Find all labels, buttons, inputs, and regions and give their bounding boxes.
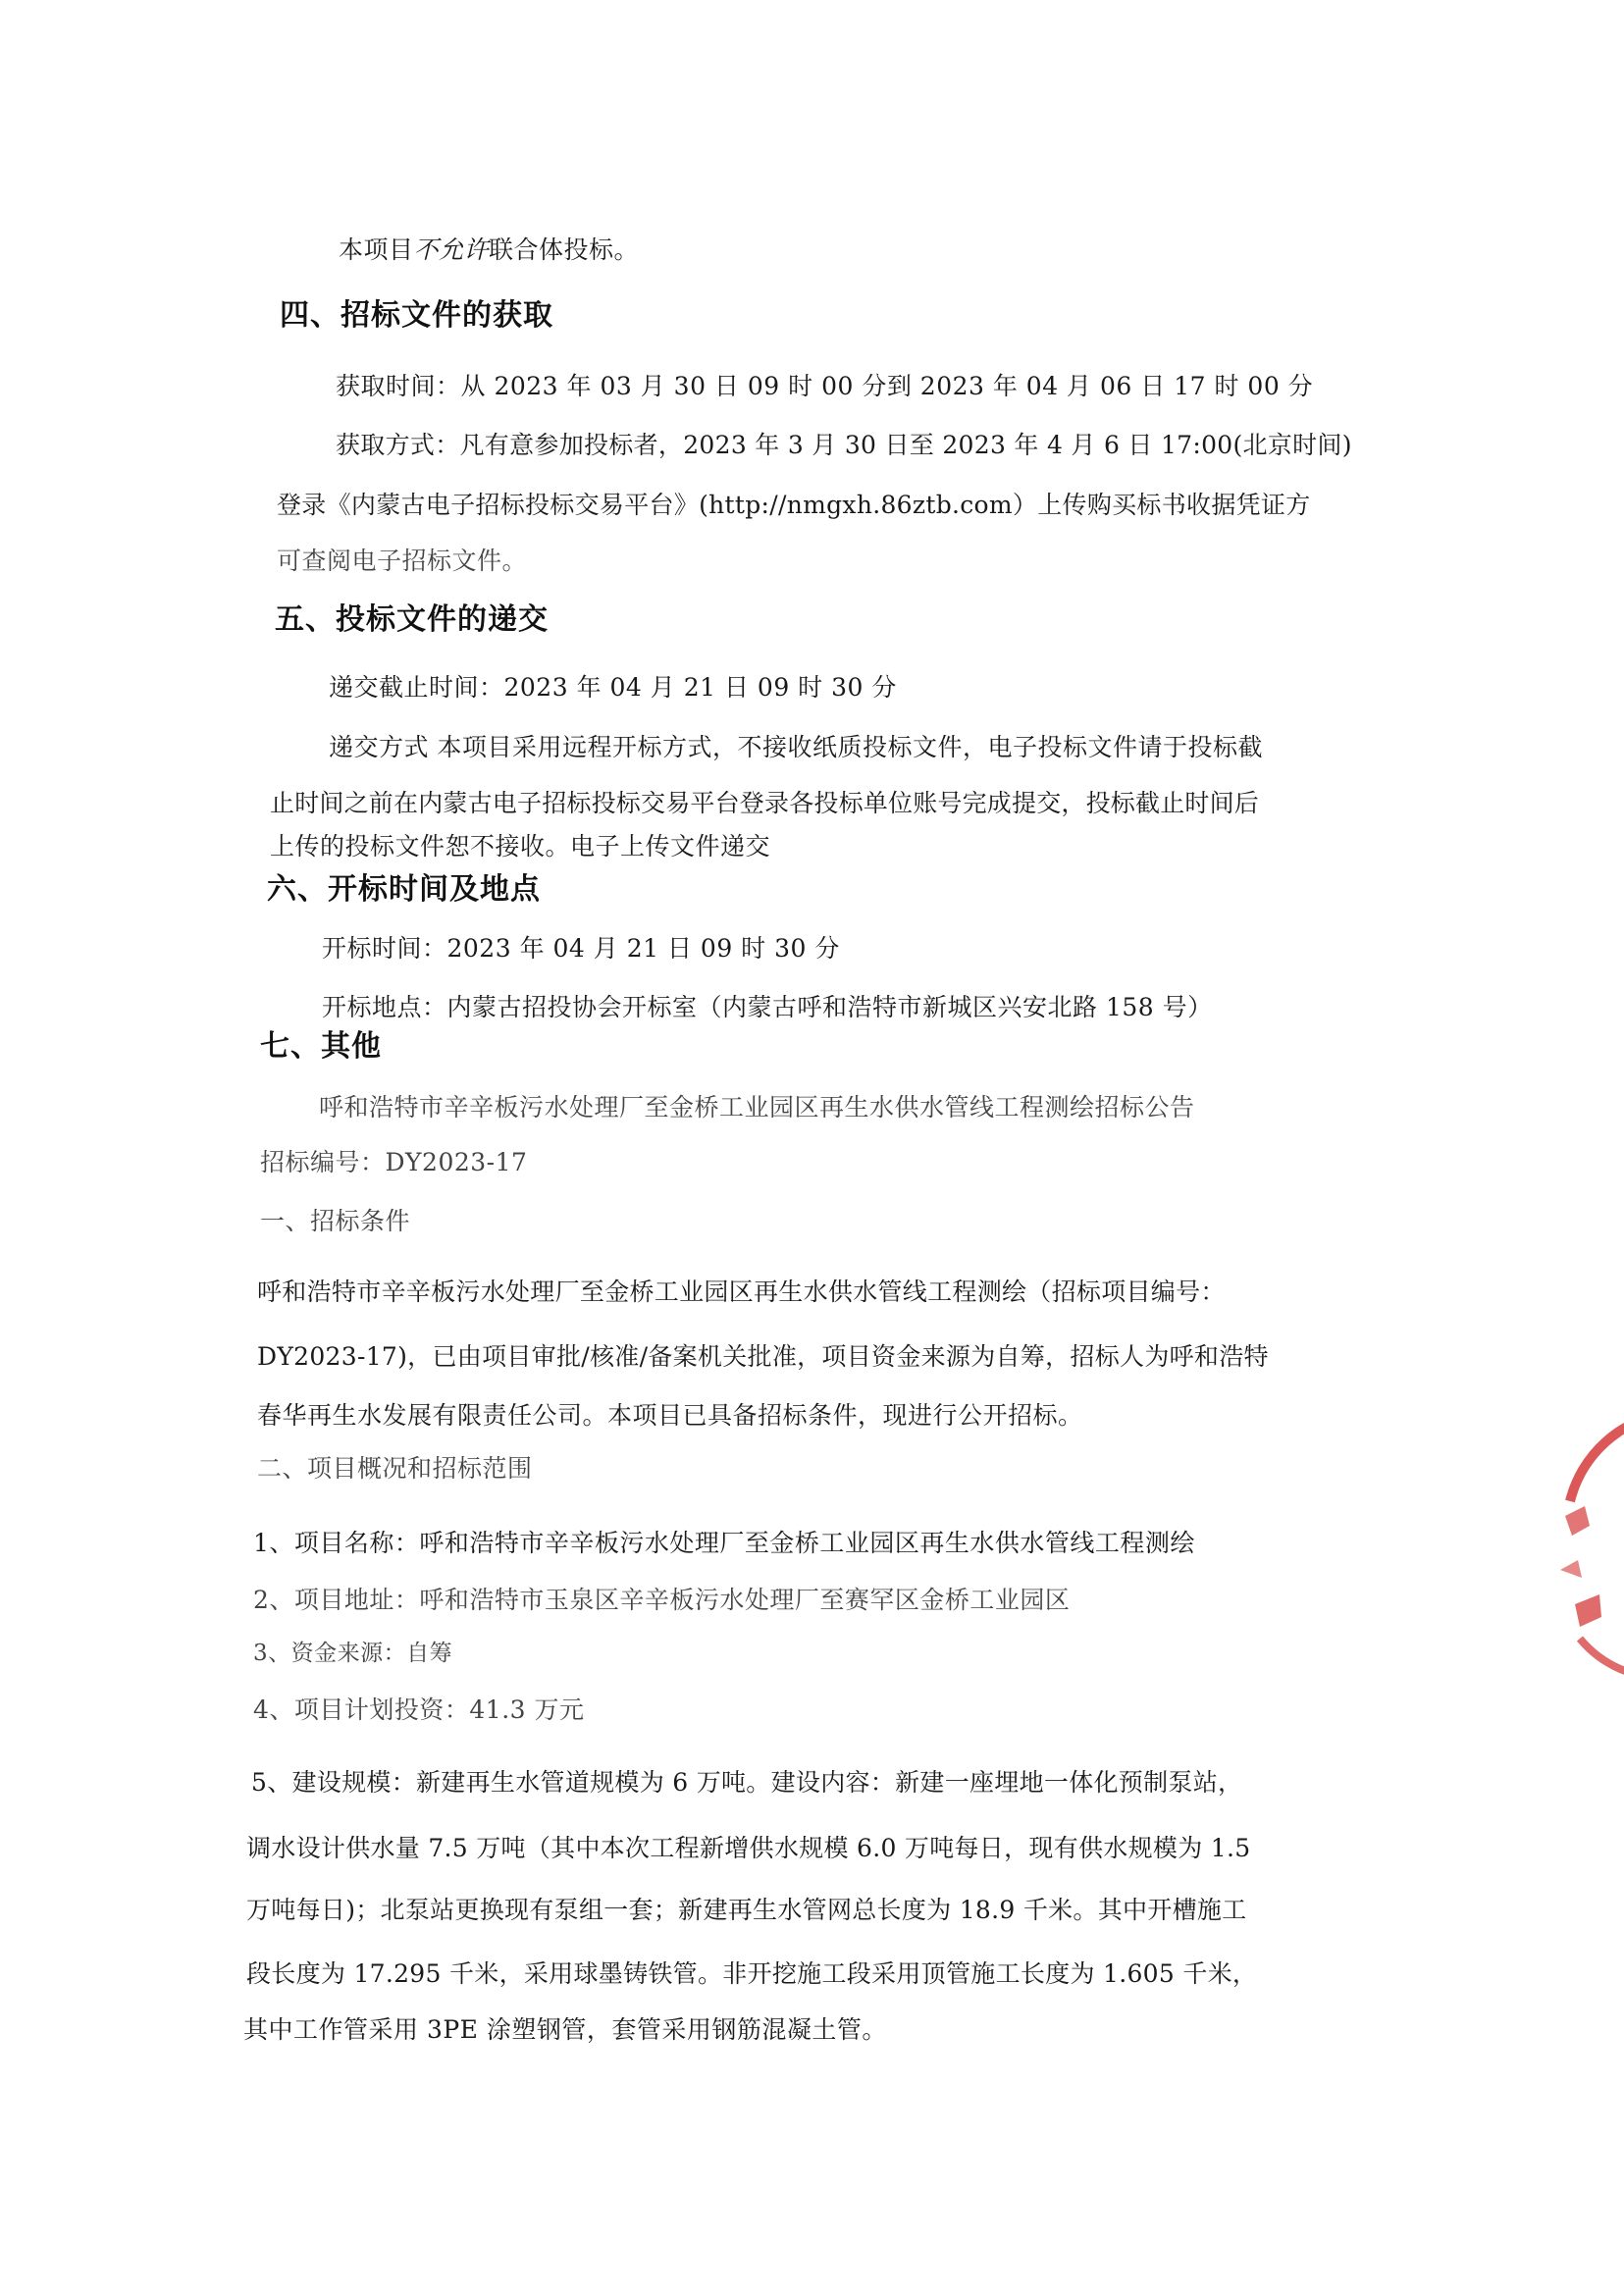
acquisition-method-line-2: 登录《内蒙古电子招标投标交易平台》(http://nmgxh.86ztb.com）上传购买标书收据凭证方 <box>277 491 1311 519</box>
project-address: 2、项目地址：呼和浩特市玉泉区辛辛板污水处理厂至赛罕区金桥工业园区 <box>253 1586 1071 1614</box>
project-overview-heading: 二、项目概况和招标范围 <box>257 1454 533 1483</box>
consortium-suffix: 联合体投标。 <box>489 235 640 264</box>
construction-scale-line-2: 调水设计供水量 7.5 万吨（其中本次工程新增供水规模 6.0 万吨每日，现有供水规模为 1.5 <box>246 1834 1251 1862</box>
construction-scale-line-4: 段长度为 17.295 千米，采用球墨铸铁管。非开挖施工段采用顶管施工长度为 1.605 千米， <box>246 1959 1258 1988</box>
announcement-title: 呼和浩特市辛辛板污水处理厂至金桥工业园区再生水供水管线工程测绘招标公告 <box>319 1093 1195 1121</box>
submission-deadline: 递交截止时间：2023 年 04 月 21 日 09 时 30 分 <box>329 673 897 702</box>
conditions-line-2: DY2023-17)，已由项目审批/核准/备案机关批准，项目资金来源为自筹，招标人为呼和浩特 <box>257 1342 1269 1371</box>
project-name: 1、项目名称：呼和浩特市辛辛板污水处理厂至金桥工业园区再生水供水管线工程测绘 <box>253 1529 1195 1557</box>
submission-method-line-3: 上传的投标文件恕不接收。电子上传文件递交 <box>270 832 771 861</box>
consortium-prefix: 本项目 <box>339 235 414 264</box>
conditions-line-1: 呼和浩特市辛辛板污水处理厂至金桥工业园区再生水供水管线工程测绘（招标项目编号： <box>257 1278 1226 1306</box>
consortium-line <box>339 234 639 267</box>
section-5-heading: 五、投标文件的递交 <box>275 602 549 637</box>
acquisition-method-line-1: 获取方式：凡有意参加投标者，2023 年 3 月 30 日至 2023 年 4 月 6 日 17:00(北京时间) <box>336 431 1352 459</box>
construction-scale-line-5: 其中工作管采用 3PE 涂塑钢管，套管采用钢筋混凝土管。 <box>243 2015 887 2044</box>
consortium-emphasis: 不允许 <box>413 235 490 264</box>
red-seal-stamp <box>1531 1393 1624 1688</box>
opening-time: 开标时间：2023 年 04 月 21 日 09 时 30 分 <box>322 934 840 963</box>
tender-conditions-heading: 一、招标条件 <box>260 1207 411 1235</box>
opening-place: 开标地点：内蒙古招投协会开标室（内蒙古呼和浩特市新城区兴安北路 158 号） <box>322 993 1213 1021</box>
section-7-heading: 七、其他 <box>260 1029 382 1064</box>
section-6-heading: 六、开标时间及地点 <box>267 872 541 907</box>
construction-scale-line-1: 5、建设规模：新建再生水管道规模为 6 万吨。建设内容：新建一座埋地一体化预制泵站， <box>251 1768 1243 1797</box>
acquisition-method-line-3: 可查阅电子招标文件。 <box>277 547 528 575</box>
construction-scale-line-3: 万吨每日)；北泵站更换现有泵组一套；新建再生水管网总长度为 18.9 千米。其中开槽施工 <box>246 1896 1247 1924</box>
conditions-line-3: 春华再生水发展有限责任公司。本项目已具备招标条件，现进行公开招标。 <box>257 1401 1083 1430</box>
section-4-heading: 四、招标文件的获取 <box>280 298 553 333</box>
planned-investment: 4、项目计划投资：41.3 万元 <box>253 1695 585 1724</box>
tender-number: 招标编号：DY2023-17 <box>260 1148 528 1176</box>
acquisition-time: 获取时间：从 2023 年 03 月 30 日 09 时 00 分到 2023 年 04 月 06 日 17 时 00 分 <box>336 372 1314 400</box>
submission-method-line-1: 递交方式 本项目采用远程开标方式，不接收纸质投标文件，电子投标文件请于投标截 <box>329 733 1263 761</box>
submission-method-line-2: 止时间之前在内蒙古电子招标投标交易平台登录各投标单位账号完成提交，投标截止时间后 <box>270 789 1260 817</box>
funding-source: 3、资金来源：自筹 <box>253 1641 453 1666</box>
